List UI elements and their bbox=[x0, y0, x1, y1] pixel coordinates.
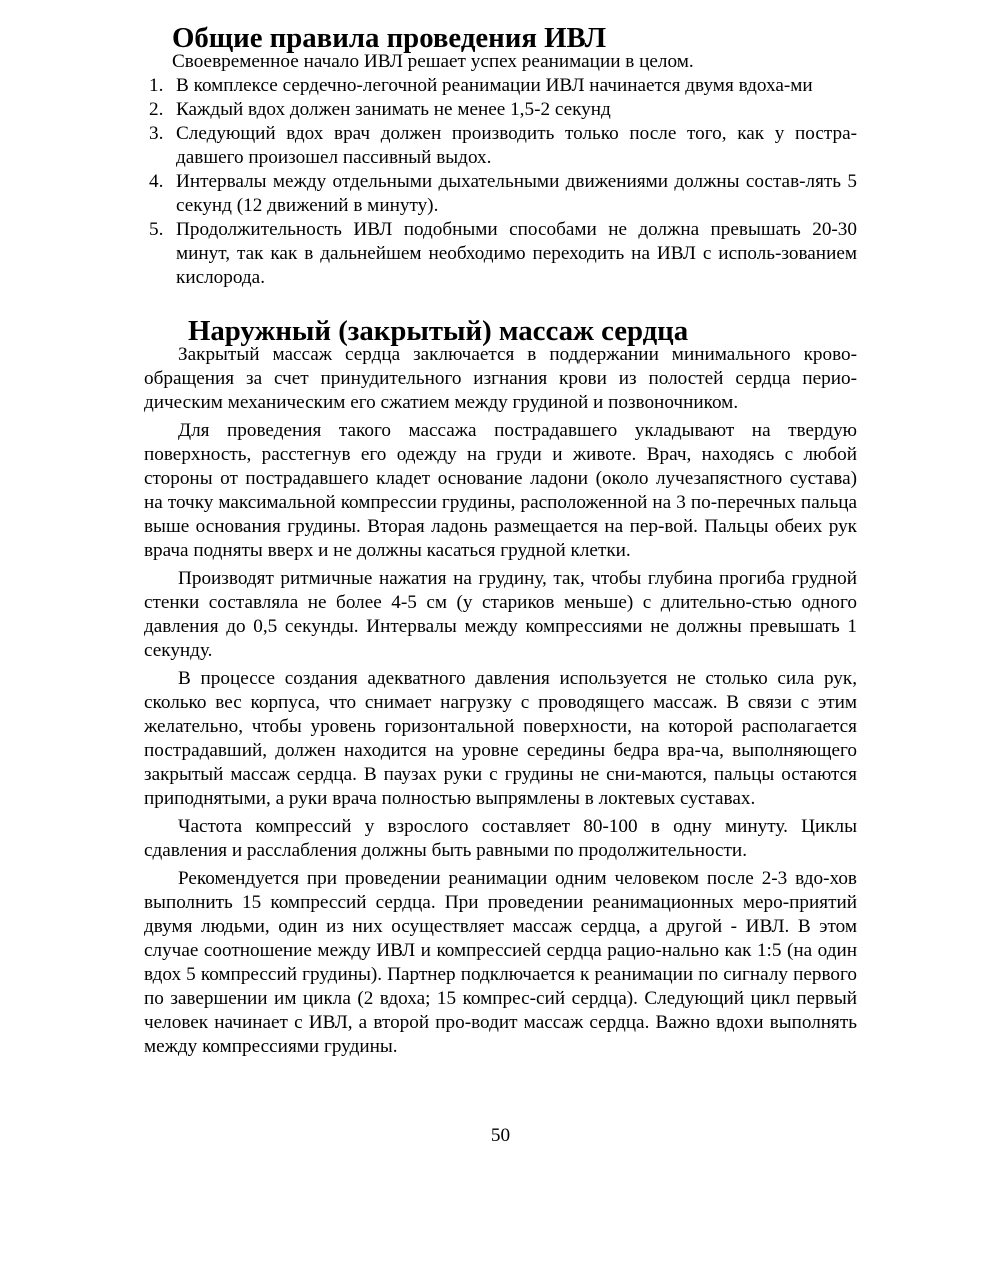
paragraph: Для проведения такого массажа пострадавшего укладывают на твердую поверхность, расстегнув его одежду на груди и животе. Врач, находясь с любой стороны от пострадавшего кладет основание ладони (около лучезапястного сустава) на точку максимальной компрессии грудины, расположенной на 3 по-перечных пальца выше основания грудины. Вторая ладонь размещается на пер-вой. Пальцы обеих рук врача подняты вверх и не должны касаться грудной клетки. bbox=[144, 420, 857, 561]
list-item-text: Интервалы между отдельными дыхательными движениями должны состав-лять 5 секунд (12 движений в минуту). bbox=[176, 171, 857, 216]
list-item bbox=[144, 98, 857, 122]
list-item-text: Следующий вдох врач должен производить только после того, как у постра-давшего произошел пассивный выдох. bbox=[176, 123, 857, 168]
list-item bbox=[144, 170, 857, 218]
list-item-number: 1. bbox=[149, 75, 164, 96]
section-title-ventilation-rules: Общие правила проведения ИВЛ bbox=[172, 22, 607, 54]
paragraph: Частота компрессий у взрослого составляет 80-100 в одну минуту. Циклы сдавления и расслабления должны быть равными по продолжительности. bbox=[144, 816, 857, 861]
list-item-number: 4. bbox=[149, 171, 164, 192]
list-item bbox=[144, 74, 857, 98]
section-intro: Своевременное начало ИВЛ решает успех реанимации в целом. bbox=[172, 51, 694, 72]
page-number: 50 bbox=[490, 1125, 511, 1146]
list-item-text: Каждый вдох должен занимать не менее 1,5-2 секунд bbox=[176, 99, 611, 120]
paragraph: Закрытый массаж сердца заключается в поддержании минимального крово-обращения за счет принудительного изгнания крови из полостей сердца перио-дическим механическим его сжатием между грудиной и позвоночником. bbox=[144, 344, 857, 413]
list-item-number: 5. bbox=[149, 219, 164, 240]
paragraph: Рекомендуется при проведении реанимации одним человеком после 2-3 вдо-хов выполнить 15 компрессий сердца. При проведении реанимационных меро-приятий двумя людьми, один из них осуществляет массаж сердца, а другой - ИВЛ. В этом случае соотношение между ИВЛ и компрессией сердца рацио-нально как 1:5 (на один вдох 5 компрессий грудины). Партнер подключается к реанимации по сигналу первого по завершении им цикла (2 вдоха; 15 компрес-сий сердца). Следующий цикл первый человек начинает с ИВЛ, а второй про-водит массаж сердца. Важно вдохи выполнять между компрессиями грудины. bbox=[144, 868, 857, 1057]
paragraph: В процессе создания адекватного давления используется не столько сила рук, сколько вес корпуса, что снимает нагрузку с проводящего массаж. В связи с этим желательно, чтобы уровень горизонтальной поверхности, на которой располагается пострадавший, должен находится на уровне середины бедра вра-ча, выполняющего закрытый массаж сердца. В паузах руки с грудины не сни-маются, пальцы остаются приподнятыми, а руки врача полностью выпрямлены в локтевых суставах. bbox=[144, 668, 857, 809]
list-item-text: Продолжительность ИВЛ подобными способами не должна превышать 20-30 минут, так как в дальнейшем необходимо переходить на ИВЛ с исполь-зованием кислорода. bbox=[176, 219, 857, 288]
section-title-heart-massage: Наружный (закрытый) массаж сердца bbox=[188, 315, 689, 347]
paragraph: Производят ритмичные нажатия на грудину, так, чтобы глубина прогиба грудной стенки составляла не более 4-5 см (у стариков меньше) с длительно-стью одного давления до 0,5 секунды. Интервалы между компрессиями не должны превышать 1 секунду. bbox=[144, 568, 857, 661]
list-item-text: В комплексе сердечно-легочной реанимации ИВЛ начинается двумя вдоха-ми bbox=[176, 75, 813, 96]
rules-list bbox=[144, 74, 857, 290]
list-item bbox=[144, 218, 857, 290]
list-item-number: 2. bbox=[149, 99, 164, 120]
list-item-number: 3. bbox=[149, 123, 164, 144]
list-item bbox=[144, 122, 857, 170]
page-content bbox=[144, 22, 857, 1059]
